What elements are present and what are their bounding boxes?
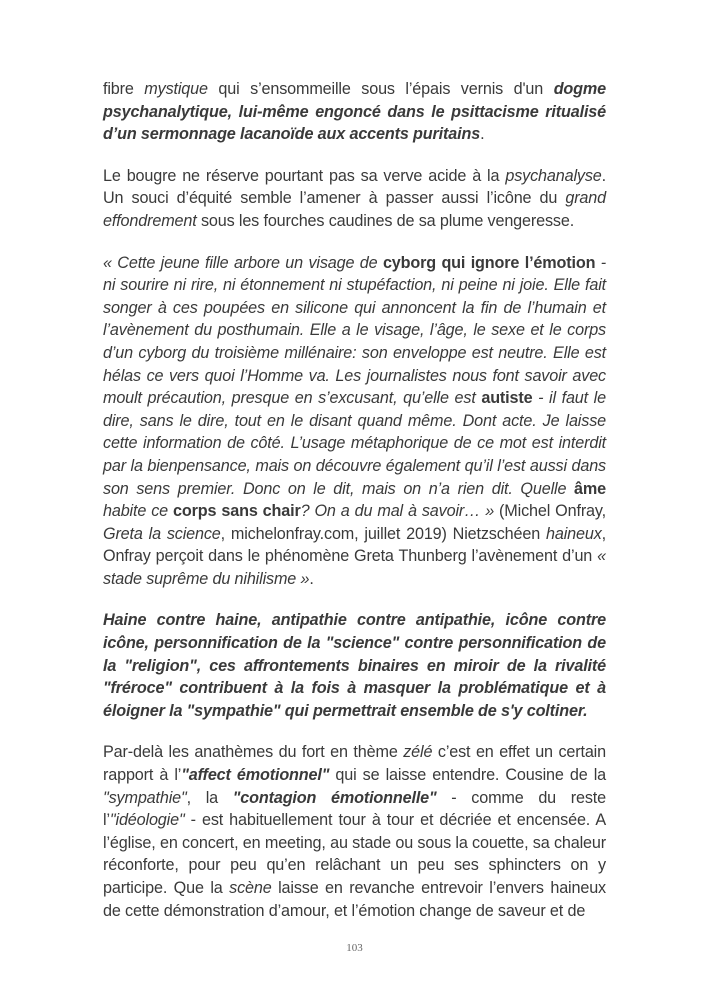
paragraph-1 — [103, 78, 606, 146]
text-segment: laisse en revanche entrevoir l’envers haineux de cette démonstration d’amour, et l’émotion change de saveur et de — [103, 879, 607, 920]
text-segment: - comme du reste l’ — [103, 788, 606, 830]
text-segment: . — [309, 569, 314, 588]
text-segment: . Un souci d’équité semble l’amener à passer aussi l’icône du — [103, 166, 606, 208]
italic-term: zélé — [403, 743, 433, 762]
page-number: 103 — [346, 942, 363, 954]
page-body — [103, 78, 606, 941]
quote-text: ? On a du mal à savoir… » — [300, 502, 495, 521]
italic-term: "sympathie" — [103, 788, 187, 807]
text-segment: sous les fourches caudines de sa plume vengeresse. — [196, 211, 575, 230]
emphasis-bold-italic: "contagion émotionnelle" — [232, 788, 437, 807]
italic-term: haineux — [545, 524, 602, 543]
quote-bold: âme — [574, 479, 606, 498]
paragraph-4 — [103, 609, 606, 722]
paragraph-3-quotation — [103, 252, 606, 591]
italic-term: "idéologie" — [109, 811, 185, 830]
citation-title: Greta la science — [103, 524, 221, 543]
italic-term: psychanalyse — [505, 166, 602, 185]
quote-bold: cyborg qui ignore l’émotion — [382, 253, 596, 272]
text-segment: fibre — [103, 80, 145, 98]
quote-text: - ni sourire ni rire, ni étonnement ni stupéfaction, ni peine ni joie. Elle fait songer à ces poupées en silicone qui annoncent la fin de l’humain et l’avènement du posthumain. Elle a le visage, l’âge, le sexe et le corps d’un cyborg du troisième millénaire: son enveloppe est neutre. Elle est hélas ce vers quoi l’Homme va. Les journalistes nous font savoir avec moult précaution, presque en s’excusant, qu’elle est — [103, 253, 607, 408]
text-segment: - est habituellement tour à tour et décriée et encensée. A l’église, en concert, en meeting, au stade ou sous la couette, sa chaleur réconforte, pour peu qu’en relâchant un peu ses sphincters on y participe. Que la — [103, 811, 606, 897]
text-segment: qui se laisse entendre. Cousine de la — [329, 766, 606, 785]
quote-text: - il faut le dire, sans le dire, tout en le disant quand même. Dont acte. Je laisse cette information de côté. L’usage métaphorique de ce mot est interdit par la bienpensance, mais on découvre également qu’il l’est aussi dans son sens premier. Donc on le dit, mais on n’a rien dit. Quelle — [103, 389, 606, 498]
quote-text: « Cette jeune fille arbore un visage de — [103, 253, 383, 272]
italic-quote: « stade suprême du nihilisme » — [103, 547, 606, 588]
italic-term: mystique — [144, 80, 208, 98]
citation-text: (Michel Onfray, — [494, 502, 607, 521]
citation-text: , michelonfray.com, juillet 2019) Nietzschéen — [220, 524, 546, 543]
quote-bold: corps sans chair — [173, 502, 301, 521]
text-segment: qui s’ensommeille sous l’épais vernis d'un — [207, 80, 554, 98]
emphasis-bold-italic: Haine contre haine, antipathie contre antipathie, icône contre icône, personnification de la "science" contre personnification de la "religion", ces affrontements binaires en miroir de la rivalité "fréroce" contribuent à la fois à masquer la problématique et à éloigner la "sympathie" qui permettrait ensemble de s'y coltiner. — [103, 611, 606, 720]
text-segment: Le bougre ne réserve pourtant pas sa verve acide à la — [103, 166, 506, 185]
italic-term: scène — [229, 879, 272, 897]
quote-text: habite ce — [103, 502, 174, 521]
italic-term: grand effondrement — [103, 189, 606, 230]
paragraph-5 — [103, 741, 606, 922]
text-segment: , la — [186, 788, 233, 807]
emphasis-bold-italic: dogme psychanalytique, lui-même engoncé dans le psittacisme ritualisé d’un sermonnage lacanoïde aux accents puritains — [103, 80, 606, 144]
text-segment: . — [480, 125, 485, 144]
paragraph-2 — [103, 165, 606, 233]
emphasis-bold-italic: "affect émotionnel" — [181, 766, 330, 785]
quote-bold: autiste — [481, 389, 533, 408]
text-segment: , Onfray perçoit dans le phénomène Greta Thunberg l’avènement d’un — [103, 524, 606, 566]
text-segment: c’est en effet un certain rapport à l’ — [103, 743, 606, 785]
text-segment: Par-delà les anathèmes du fort en thème — [103, 743, 404, 762]
